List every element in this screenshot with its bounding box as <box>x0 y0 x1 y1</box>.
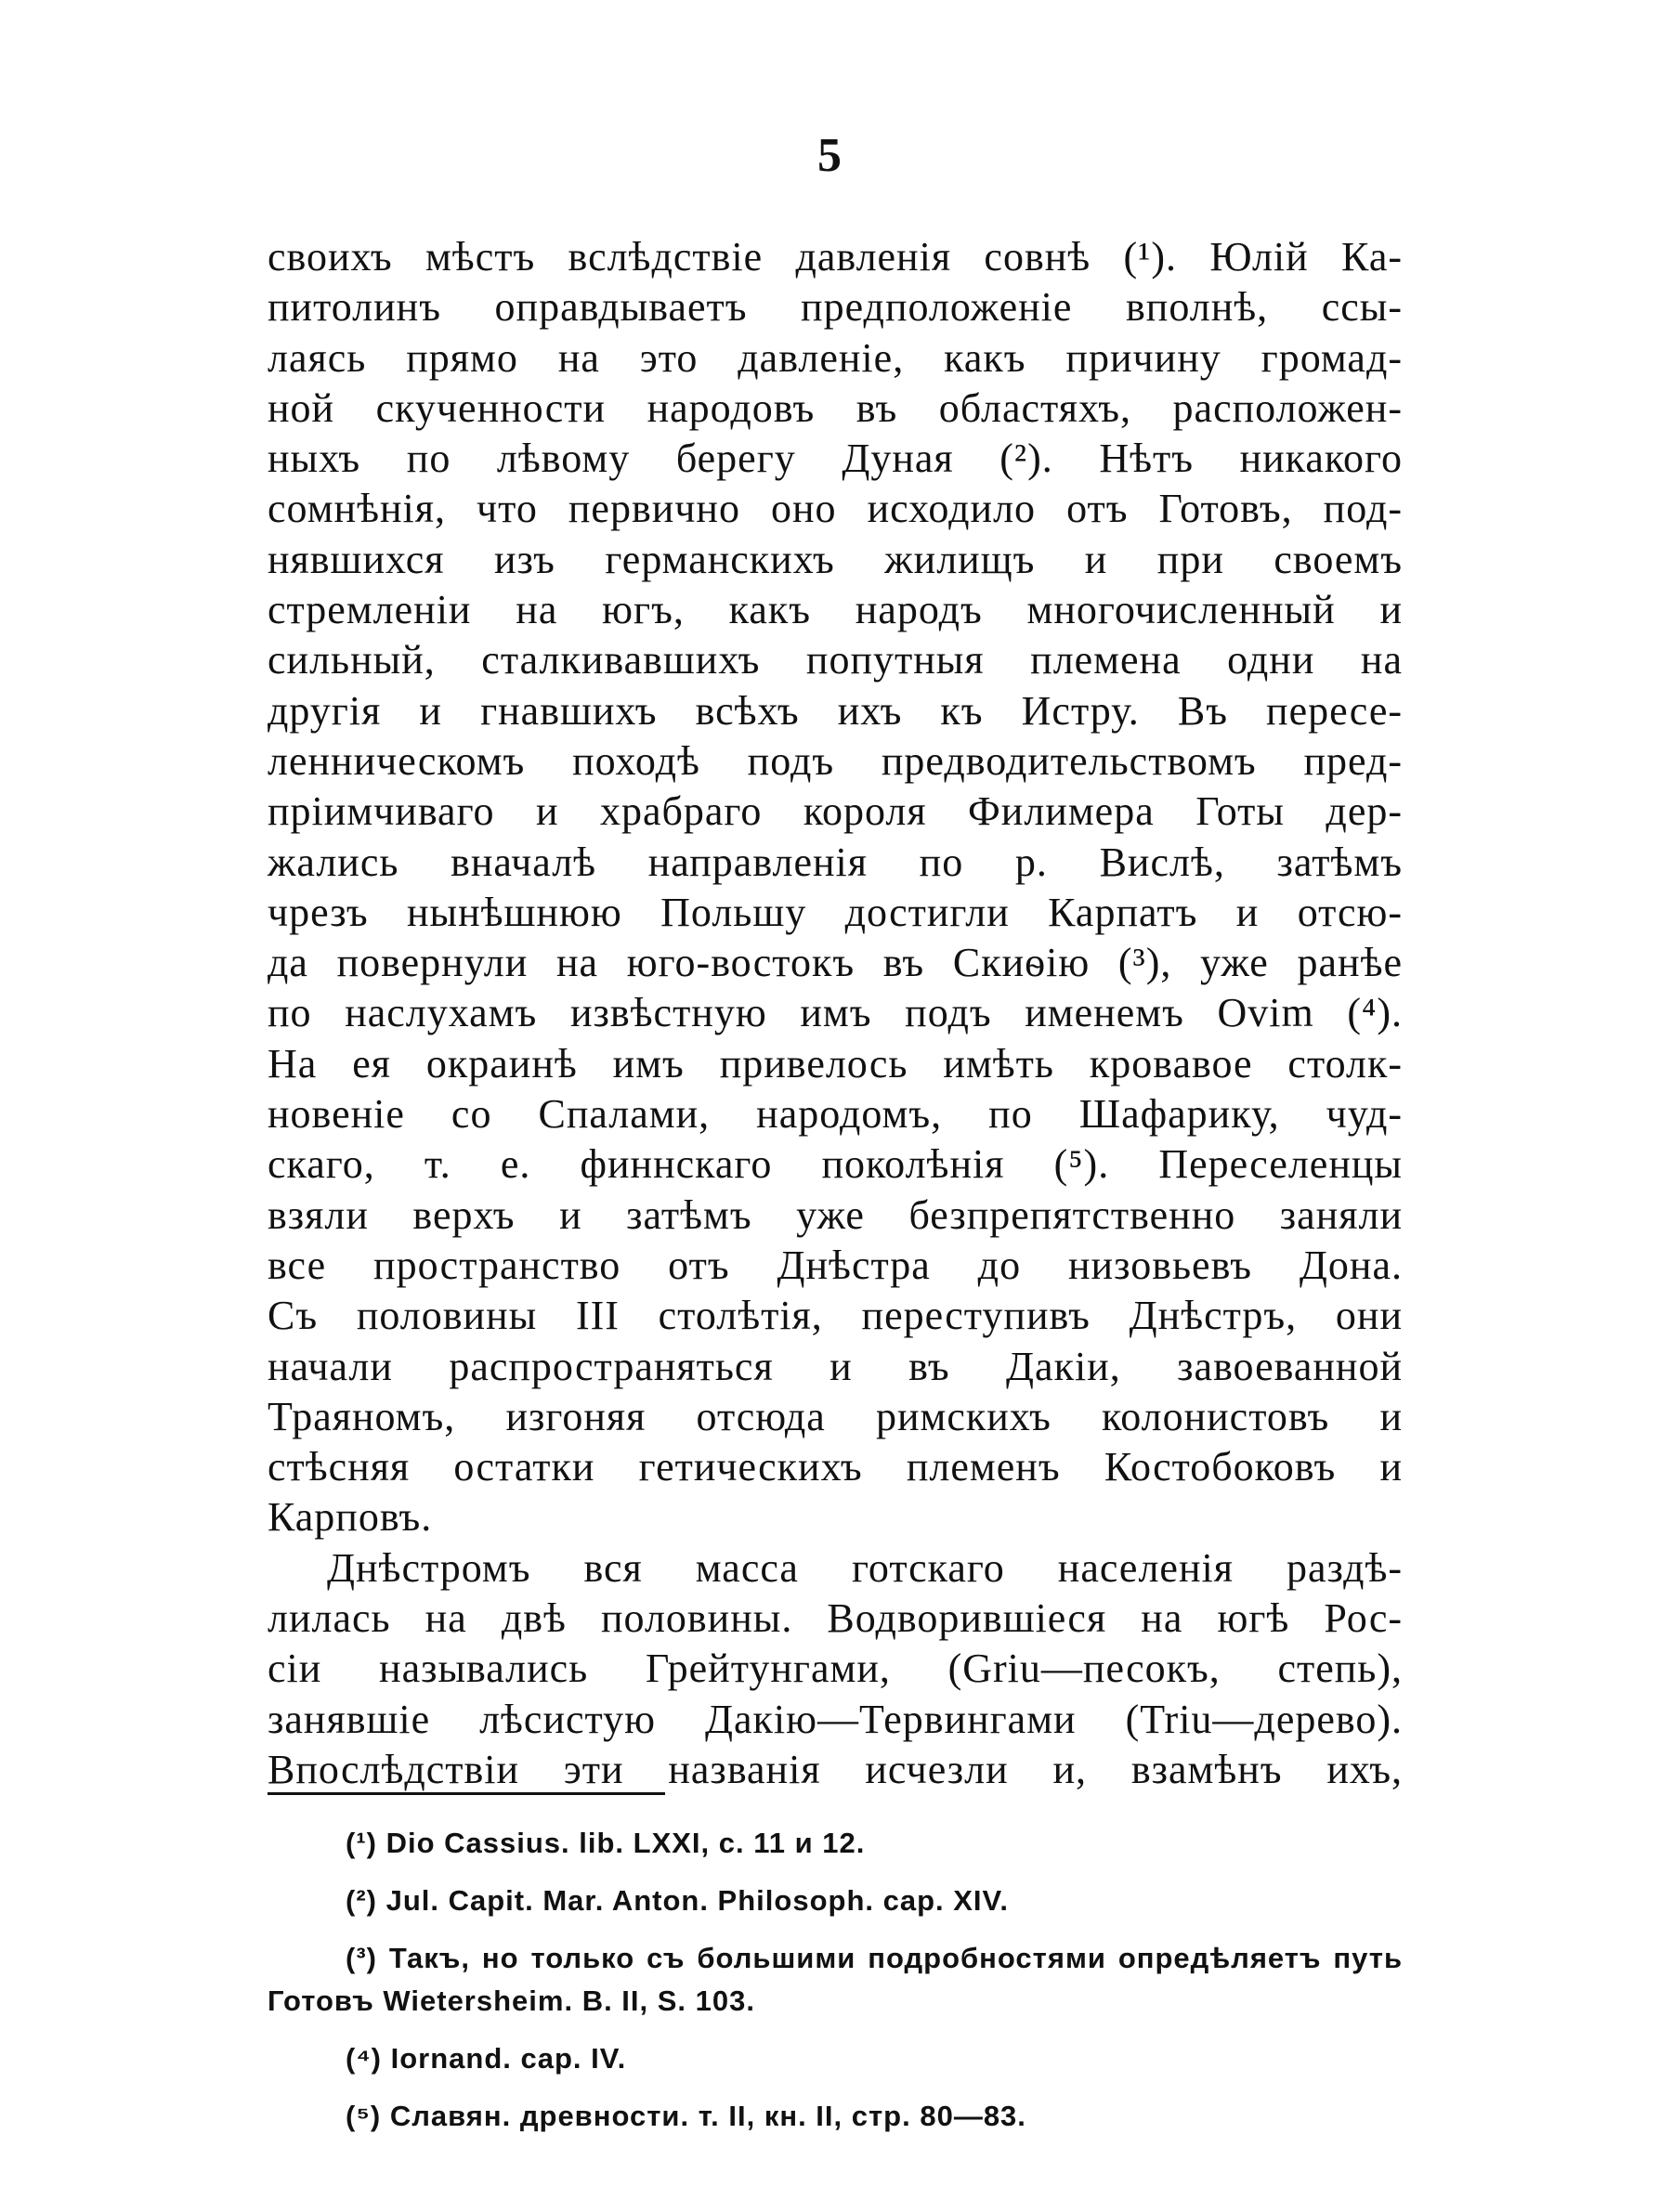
footnotes <box>268 1822 1403 2138</box>
text-line: скаго, т. е. финнскаго поколѣнія (⁵). Переселенцы <box>268 1141 1403 1188</box>
text-line: чрезъ нынѣшнюю Польшу достигли Карпатъ и отсю- <box>268 889 1403 935</box>
text-line: питолинъ оправдываетъ предположеніе вполнѣ, ссы- <box>268 284 1403 331</box>
text-line: начали распространяться и въ Дакіи, завоеванной <box>268 1343 1403 1389</box>
text-line: своихъ мѣстъ вслѣдствіе давленія совнѣ (¹). Юлій Ка- <box>268 234 1403 280</box>
page-number: 5 <box>817 129 842 182</box>
text-line: жались вначалѣ направленія по р. Вислѣ, затѣмъ <box>268 839 1403 885</box>
text-line: по наслухамъ извѣстную имъ подъ именемъ Ovim (⁴). <box>268 990 1403 1036</box>
text-line: ленническомъ походѣ подъ предводительствомъ пред- <box>268 737 1403 784</box>
text-line: стремленіи на югъ, какъ народъ многочисленный и <box>268 587 1403 633</box>
text-line: нявшихся изъ германскихъ жилищъ и при своемъ <box>268 536 1403 582</box>
text-line: Днѣстромъ вся масса готскаго населенія раздѣ- <box>327 1544 1403 1591</box>
text-line: взяли верхъ и затѣмъ уже безпрепятственно заняли <box>268 1191 1403 1238</box>
text-line: Съ половины III столѣтія, переступивъ Днѣстръ, они <box>268 1293 1403 1339</box>
footnote-1: (¹) Dio Cassius. lib. LXXI, c. 11 и 12. <box>346 1827 866 1859</box>
text-line: занявшіе лѣсистую Дакію—Тервингами (Triu—дерево). <box>268 1696 1403 1742</box>
text-line: сильный, сталкивавшихъ попутныя племена одни на <box>268 637 1403 683</box>
text-line: лаясь прямо на это давленіе, какъ причину громад- <box>268 334 1403 381</box>
text-line: пріимчиваго и храбраго короля Филимера Готы дер- <box>268 788 1403 835</box>
text-line: Карповъ. <box>268 1494 433 1541</box>
text-line: сіи назывались Грейтунгами, (Griu—песокъ, степь), <box>268 1646 1403 1692</box>
text-line: да повернули на юго-востокъ въ Скиѳію (³), уже ранѣе <box>268 940 1403 986</box>
text-line: сомнѣнія, что первично оно исходило отъ Готовъ, под- <box>268 486 1403 532</box>
footnote-5: (⁵) Славян. древности. т. II, кн. II, стр. 80—83. <box>346 2100 1026 2132</box>
footnote-3-continued: Готовъ Wietersheim. B. II, S. 103. <box>268 1984 755 2017</box>
text-line: Траяномъ, изгоняя отсюда римскихъ колонистовъ и <box>268 1393 1403 1439</box>
footnote-2: (²) Jul. Capit. Mar. Anton. Philosoph. cap. XIV. <box>346 1884 1009 1917</box>
text-line: другія и гнавшихъ всѣхъ ихъ къ Истру. Въ пересе- <box>268 687 1403 734</box>
text-line: стѣсняя остатки гетическихъ племенъ Костобоковъ и <box>268 1444 1403 1490</box>
footnote-4: (⁴) Iornand. cap. IV. <box>346 2042 627 2075</box>
body-text <box>268 232 1403 1795</box>
text-line: ныхъ по лѣвому берегу Дуная (²). Нѣтъ никакого <box>268 436 1403 482</box>
text-line: Впослѣдствіи эти названія исчезли и, взамѣнъ ихъ, <box>268 1746 1403 1792</box>
footnote-3: (³) Такъ, но только съ большими подробностями опредѣляетъ путь <box>346 1942 1403 1974</box>
text-line: лилась на двѣ половины. Водворившіеся на югѣ Рос- <box>268 1595 1403 1642</box>
text-line: ной скученности народовъ въ областяхъ, расположен- <box>268 384 1403 431</box>
text-line: все пространство отъ Днѣстра до низовьевъ Дона. <box>268 1242 1403 1288</box>
footnote-divider <box>268 1792 665 1795</box>
text-line: новеніе со Спалами, народомъ, по Шафарику, чуд- <box>268 1091 1403 1138</box>
text-line: На ея окраинѣ имъ привелось имѣть кровавое столк- <box>268 1040 1403 1086</box>
